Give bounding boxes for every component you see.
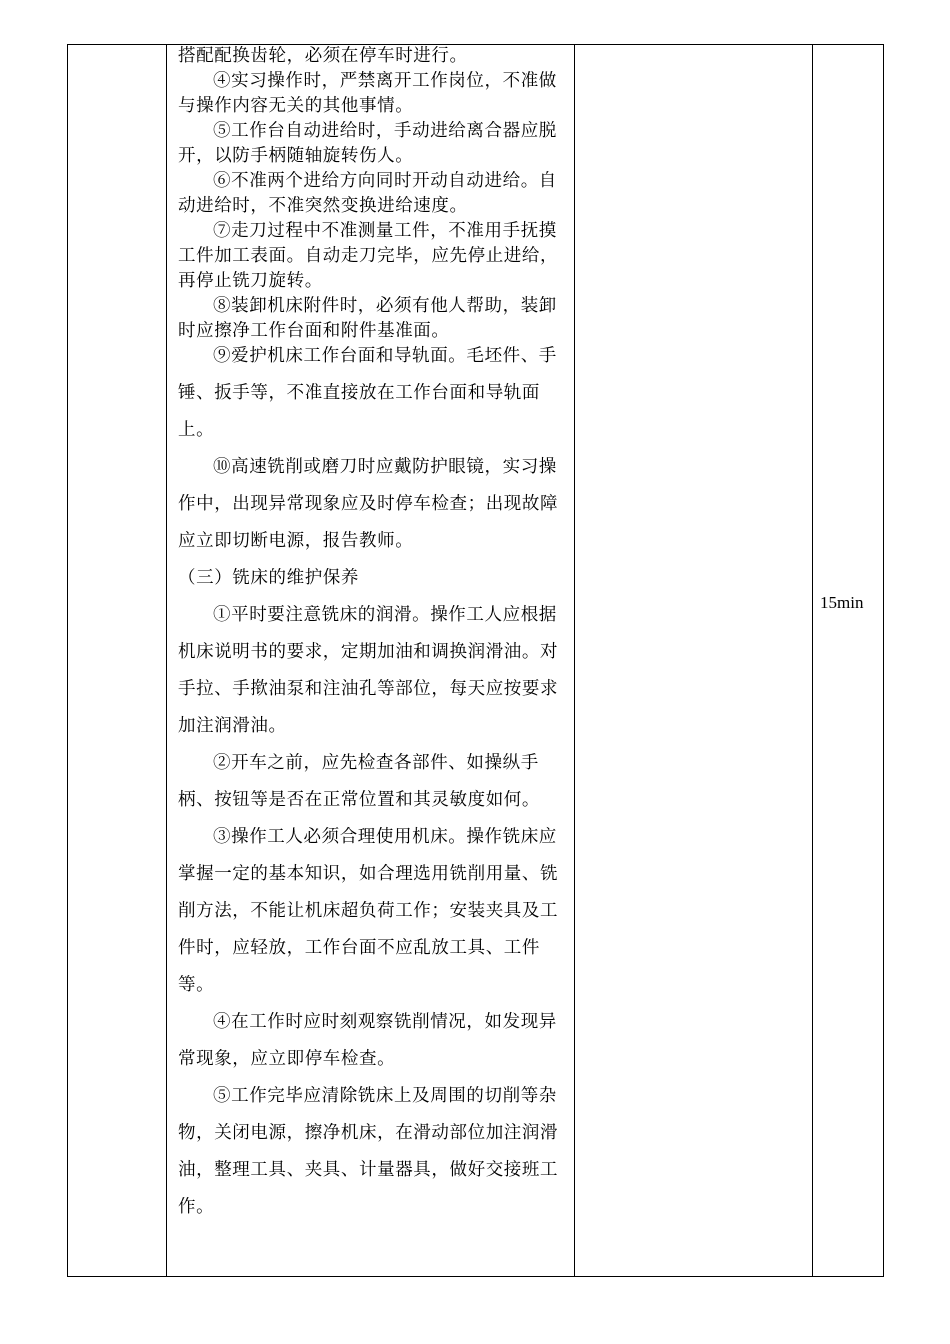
- procedure-text-cell: [178, 44, 574, 1226]
- rule-item-9: ⑨爱护机床工作台面和导轨面。毛坯件、手锤、扳手等，不准直接放在工作台面和导轨面上。: [178, 346, 557, 440]
- rule-item-8: ⑧装卸机床附件时，必须有他人帮助，装卸时应擦净工作台面和附件基准面。: [178, 296, 557, 341]
- maintenance-item-1: ①平时要注意铣床的润滑。操作工人应根据机床说明书的要求，定期加油和调换润滑油。对手拉、手揿油泵和注油孔等部位，每天应按要求加注润滑油。: [178, 605, 559, 736]
- rule-item-4: ④实习操作时，严禁离开工作岗位，不准做与操作内容无关的其他事情。: [178, 71, 557, 116]
- time-allocation: 15min: [820, 593, 864, 612]
- column-divider-2: [574, 45, 575, 1276]
- column-divider-1: [166, 45, 167, 1276]
- maintenance-item-3: ③操作工人必须合理使用机床。操作铣床应掌握一定的基本知识，如合理选用铣削用量、铣削方法，不能让机床超负荷工作；安装夹具及工件时，应轻放，工作台面不应乱放工具、工件等。: [178, 827, 559, 995]
- paragraph-continued: 搭配配换齿轮，必须在停车时进行。: [178, 46, 468, 66]
- maintenance-item-4: ④在工作时应时刻观察铣削情况，如发现异常现象，应立即停车检查。: [178, 1012, 557, 1069]
- rule-item-6: ⑥不准两个进给方向同时开动自动进给。自动进给时，不准突然变换进给速度。: [178, 171, 557, 216]
- rule-item-10: ⑩高速铣削或磨刀时应戴防护眼镜，实习操作中，出现异常现象应及时停车检查；出现故障应立即切断电源，报告教师。: [178, 457, 559, 551]
- section-heading: （三）铣床的维护保养: [178, 568, 359, 588]
- rule-item-5: ⑤工作台自动进给时，手动进给离合器应脱开，以防手柄随轴旋转伤人。: [178, 121, 557, 166]
- maintenance-item-5: ⑤工作完毕应清除铣床上及周围的切削等杂物，关闭电源，擦净机床，在滑动部位加注润滑油，整理工具、夹具、计量器具，做好交接班工作。: [178, 1086, 559, 1217]
- maintenance-item-2: ②开车之前，应先检查各部件、如操纵手柄、按钮等是否在正常位置和其灵敏度如何。: [178, 753, 540, 810]
- content-table: [67, 44, 884, 1277]
- column-divider-3: [812, 45, 813, 1276]
- rule-item-7: ⑦走刀过程中不准测量工件，不准用手抚摸工件加工表面。自动走刀完毕，应先停止进给，再停止铣刀旋转。: [178, 221, 559, 291]
